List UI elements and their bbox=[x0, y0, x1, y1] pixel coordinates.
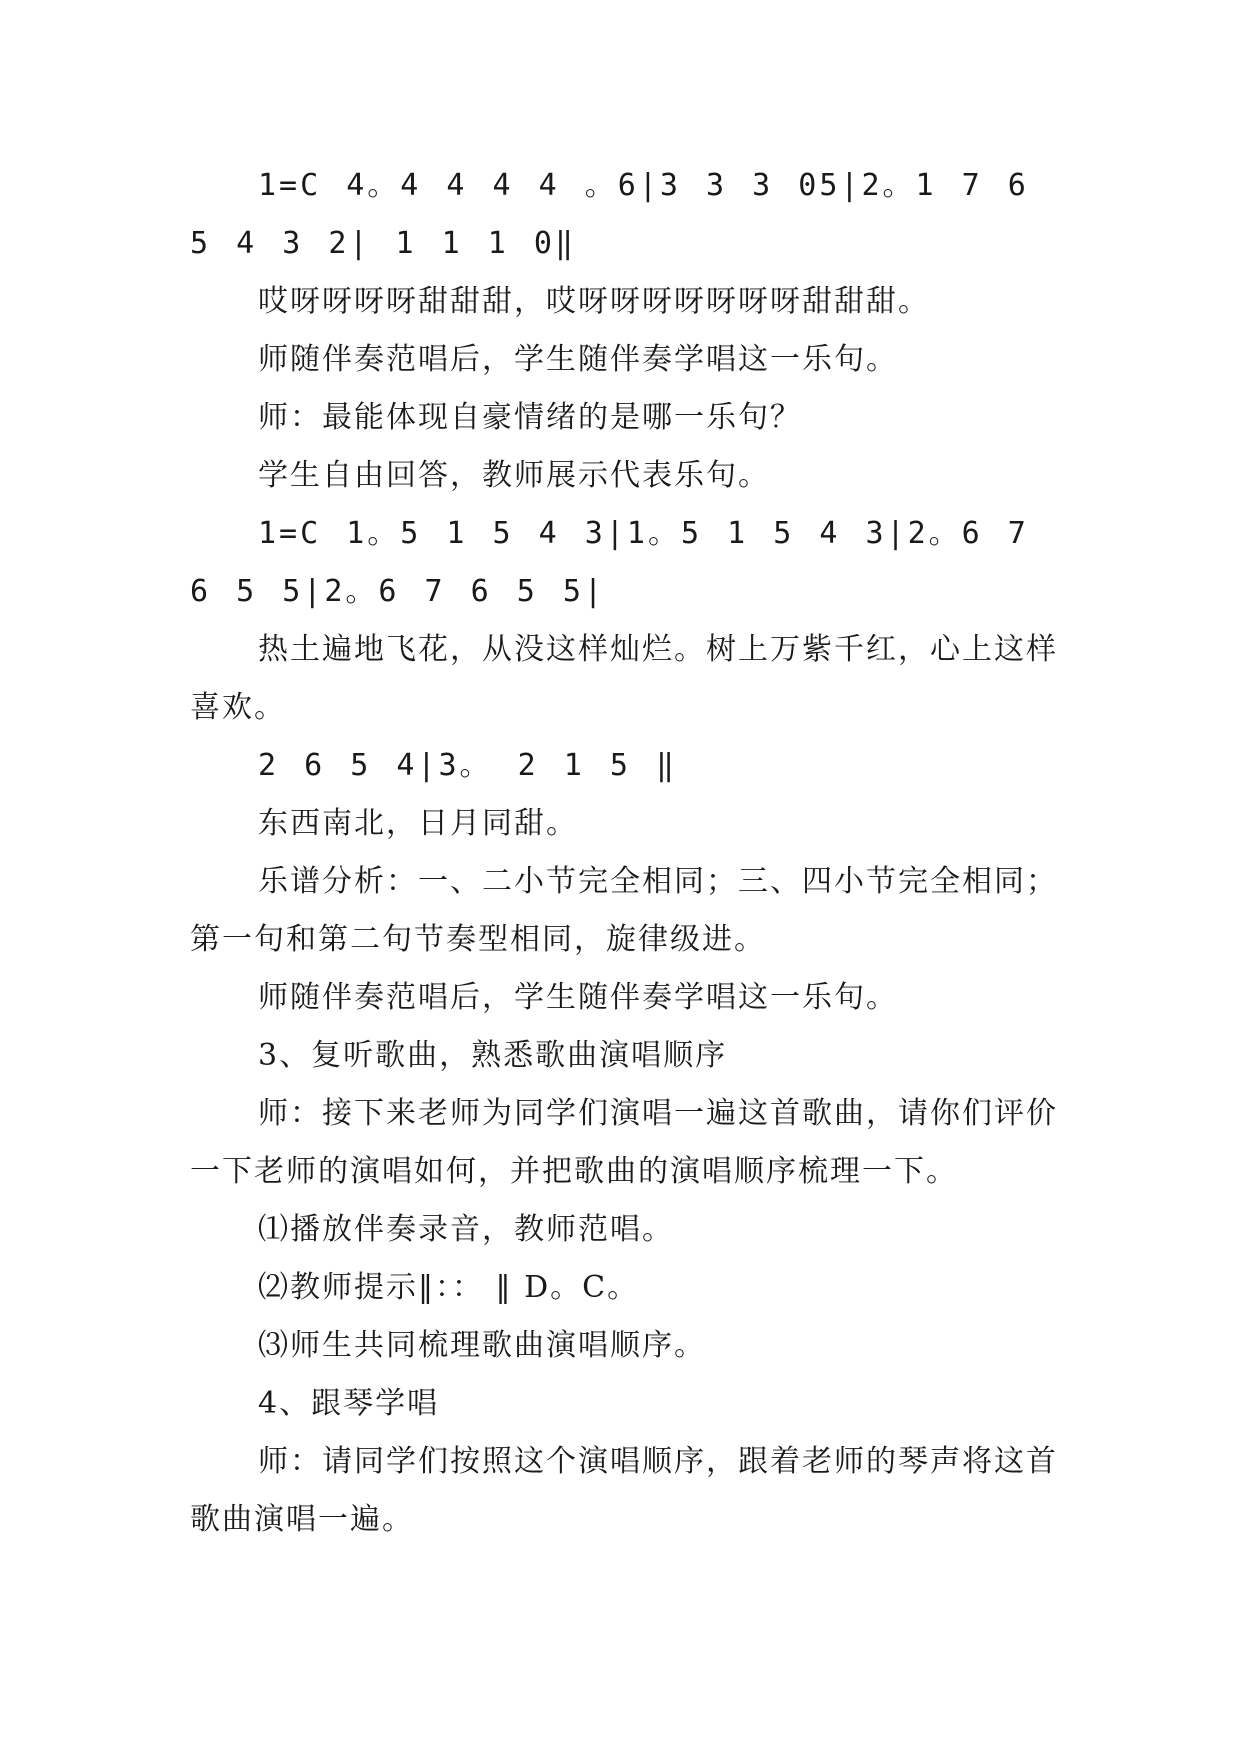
list-item: ⑴播放伴奏录音，教师范唱。 bbox=[258, 1212, 674, 1247]
lyric-line: 东西南北，日月同甜。 bbox=[258, 806, 578, 841]
section-heading: 4、跟琴学唱 bbox=[258, 1386, 440, 1421]
music-notation-line: 1=C 1。5 1 5 4 3|1。5 1 5 4 3|2。6 7 6 5 5|2。6 7 6 5 5| bbox=[190, 516, 1029, 609]
music-notation-line: 2 6 5 4|3。 2 1 5 ‖ bbox=[258, 748, 678, 783]
body-paragraph: 学生自由回答，教师展示代表乐句。 bbox=[258, 458, 770, 493]
section-heading: 3、复听歌曲，熟悉歌曲演唱顺序 bbox=[258, 1038, 728, 1073]
body-paragraph: 师：最能体现自豪情绪的是哪一乐句？ bbox=[258, 400, 802, 435]
body-paragraph: 师随伴奏范唱后，学生随伴奏学唱这一乐句。 bbox=[258, 342, 898, 377]
lyric-line: 哎呀呀呀呀甜甜甜，哎呀呀呀呀呀呀呀甜甜甜。 bbox=[258, 284, 930, 319]
document-page bbox=[190, 157, 1060, 1549]
music-notation-line: 1=C 4。4 4 4 4 。6|3 3 3 05|2。1 7 6 5 4 3 2| 1 1 1 0‖ bbox=[190, 168, 1029, 261]
list-item: ⑶师生共同梳理歌曲演唱顺序。 bbox=[258, 1328, 706, 1363]
lyric-line: 热土遍地飞花，从没这样灿烂。树上万紫千红，心上这样喜欢。 bbox=[190, 632, 1058, 725]
body-paragraph: 乐谱分析：一、二小节完全相同；三、四小节完全相同；第一句和第二句节奏型相同，旋律级进。 bbox=[190, 864, 1058, 957]
body-paragraph: 师：请同学们按照这个演唱顺序，跟着老师的琴声将这首歌曲演唱一遍。 bbox=[190, 1444, 1058, 1537]
list-item: ⑵教师提示‖：： ‖ D。C。 bbox=[258, 1270, 640, 1305]
body-paragraph: 师：接下来老师为同学们演唱一遍这首歌曲，请你们评价一下老师的演唱如何，并把歌曲的演唱顺序梳理一下。 bbox=[190, 1096, 1058, 1189]
body-paragraph: 师随伴奏范唱后，学生随伴奏学唱这一乐句。 bbox=[258, 980, 898, 1015]
